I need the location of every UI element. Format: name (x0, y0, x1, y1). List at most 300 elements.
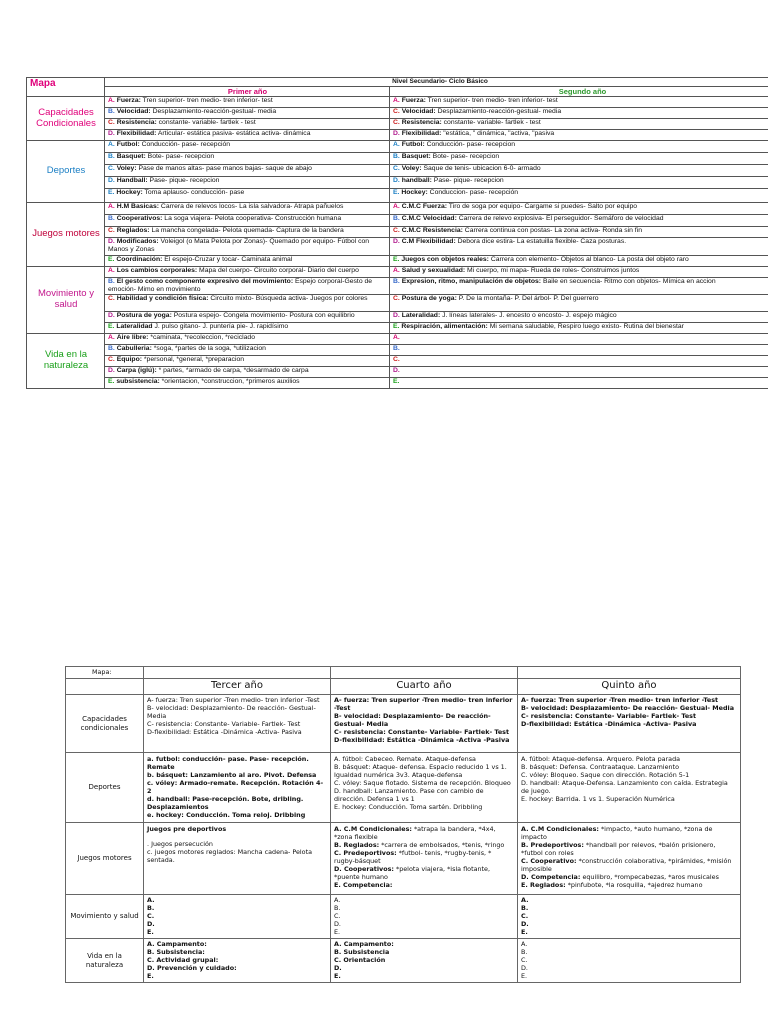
item-topic: Cooperativos: (116, 215, 163, 223)
item-topic: Reglados: (116, 227, 150, 235)
item-topic: Postura de yoga: (401, 295, 457, 303)
year-4-mov-cell (331, 895, 518, 939)
cell-line: A. Campamento: (334, 940, 394, 948)
item-detail: Conduccion- pase- recepción (427, 189, 519, 197)
year-2-cell (390, 356, 768, 367)
year-1-cell (105, 189, 390, 203)
item-letter: D. (393, 312, 400, 320)
cell-line: D. (521, 920, 529, 928)
cell-line: a. futbol: conducción- pase. Pase- recepción. Remate (147, 755, 309, 771)
item-topic: Habilidad y condición física: (116, 295, 209, 303)
item-letter: A. (393, 203, 400, 211)
map-label-text: Mapa (30, 78, 56, 89)
year-2-cell (390, 266, 768, 277)
item-topic: Coordinación: (116, 255, 163, 263)
item-topic: Velocidad: (401, 108, 436, 116)
cell-line: B. Subsistencia: (147, 948, 205, 956)
cell-line: E. (521, 972, 528, 980)
year-header-4 (331, 679, 518, 695)
item-detail: Tren superior- tren medio- tren inferior- test (425, 97, 558, 105)
year-5-cap-cell (518, 695, 741, 753)
category-vida-text: Vida en la naturaleza (43, 349, 89, 372)
item-topic: Basquet: (116, 153, 146, 161)
item-letter: C. (108, 356, 115, 364)
item-topic: Flexibilidad: (401, 130, 442, 138)
category-text: Capacidades condicionales (80, 714, 129, 732)
category-text: Deportes (88, 783, 121, 792)
year-3-dep-cell (144, 753, 331, 823)
cell-line: C. vóley: Saque flotado. Sistema de recepción. Bloqueo (334, 779, 511, 787)
item-detail: Mapa del cuerpo- Circuito corporal- Diario del cuerpo (197, 266, 359, 274)
cell-line: B- velocidad: Desplazamiento- De reacción- Gestual- Media (521, 704, 735, 712)
item-letter: B. (108, 153, 115, 161)
cell-line: B. (334, 904, 341, 912)
map-label (27, 78, 105, 97)
item-detail: Debora dice estira- La estatuilla flexible- Caza posturas. (455, 238, 627, 246)
cell-line: A. fútbol: Cabeceo. Remate. Ataque-defensa (334, 755, 476, 763)
cell-line: D-flexibilidad: Estática -Dinámica -Activa- Pasiva (147, 728, 302, 736)
item-detail: Conducción- pase- recepcion (424, 141, 516, 149)
cell-line: E. hockey: Barrida. 1 vs 1. Superación Numérica (521, 795, 675, 803)
cell-line: A. Campamento: (147, 940, 207, 948)
item-topic: C.M.C Fuerza: (401, 203, 448, 211)
year-2-cell (390, 165, 768, 177)
year-2-cell (390, 238, 768, 256)
category-mov (27, 266, 105, 334)
cell-line: E. hockey: Conducción. Toma sartén. Dribbling (334, 803, 483, 811)
cell-line: C. (147, 912, 155, 920)
cell-line: A- fuerza: Tren superior -Tren medio- tren inferior -Test (334, 696, 513, 712)
item-letter: B. (393, 215, 400, 223)
item-topic: Fuerza: (116, 97, 141, 105)
item-detail: *soga, *partes de la soga, *utilizacion (151, 345, 266, 353)
year-2-cell (390, 203, 768, 215)
year-2-cell (390, 141, 768, 153)
item-letter: C. (108, 119, 115, 127)
item-letter: C. (108, 227, 115, 235)
year-1-cell (105, 153, 390, 165)
item-letter: C. (393, 356, 400, 364)
cell-line: B- velocidad: Desplazamiento- De reacción- Gestual- Media (147, 704, 316, 720)
item-topic: H.M Basicas: (116, 203, 160, 211)
year-2-cell (390, 227, 768, 238)
item-letter: A. (393, 141, 400, 149)
item-letter: B. (393, 277, 400, 285)
year-3-cap-cell (144, 695, 331, 753)
category-cap-text: Capacidades Condicionales (36, 106, 96, 129)
cell-line: A. C.M Condicionales: *impacto, *auto humano, *zona de impacto (521, 825, 713, 841)
item-detail: *personal, *general, *preparacion (142, 356, 245, 364)
cell-line: A. C.M Condicionales: *atrapa la bandera, *4x4, *zona flexible (334, 825, 496, 841)
cell-line: D. (334, 964, 342, 972)
item-topic: El gesto como componente expresivo del movimiento: (116, 277, 294, 285)
item-detail: Tren superior- tren medio- tren inferior- test (140, 97, 273, 105)
year-1-cell (105, 312, 390, 323)
category-jue-text: Juegos motores (32, 227, 100, 239)
item-letter: E. (108, 378, 115, 386)
map-label-2-text: Mapa: (92, 668, 112, 676)
cell-line: E. (147, 972, 154, 980)
item-detail: * partes, *armado de carpa, *desarmado de carpa (156, 367, 309, 375)
item-detail: Baile en secuencia- Ritmo con objetos- Mímica en accion (541, 277, 716, 285)
item-topic: Expresion, ritmo, manipulación de objetos: (401, 277, 542, 285)
year-2-cell (390, 378, 768, 389)
item-topic: C.M.C Velocidad: (401, 215, 457, 223)
year-4-dep-cell (331, 753, 518, 823)
curriculum-table-upper-cycle (65, 666, 741, 983)
year-1-cell (105, 277, 390, 295)
cell-line: A. (521, 896, 529, 904)
year-header-3 (144, 679, 331, 695)
item-topic: Juegos con objetos reales: (401, 255, 489, 263)
year-2-cell (390, 177, 768, 189)
cell-line: A. fútbol: Ataque-defensa. Arquero. Pelota parada (521, 755, 681, 763)
item-topic: Basquet: (401, 153, 431, 161)
cell-line: A. (147, 896, 155, 904)
item-letter: E. (108, 189, 115, 197)
cell-line: C. Cooperativo: *construcción colaborativa, *pirámides, *misión imposible (521, 857, 732, 873)
year-4-jue-cell (331, 823, 518, 895)
cell-line: Juegos pre deportivos (147, 825, 227, 833)
year-1-cell (105, 345, 390, 356)
cell-line: C. Actividad grupal: (147, 956, 219, 964)
item-letter: B. (393, 153, 400, 161)
item-detail: Articular- estática pasiva- estática activa- dinámica (156, 130, 311, 138)
item-detail: P. De la montaña- P. Del árbol- P. Del guerrero (456, 295, 599, 303)
item-topic: C.M.C Resistencia: (401, 227, 463, 235)
cell-line: E. (521, 928, 528, 936)
cell-line: E. Competencia: (334, 881, 393, 889)
cell-line: B. (147, 904, 155, 912)
cell-line: C. Orientación (334, 956, 386, 964)
item-detail: Carrera con elemento- Objetos al blanco- La posta del objeto raro (488, 255, 689, 263)
cell-line: c. vóley: Armado-remate. Recepción. Rotación 4-2 (147, 779, 324, 795)
item-topic: Futbol: (401, 141, 425, 149)
category-text: Vida en la naturaleza (85, 951, 124, 969)
year-2-cell (390, 97, 768, 108)
item-detail: J. pulso gitano- J. puntería pie- J. rapidísimo (152, 323, 289, 331)
category-cap (27, 97, 105, 141)
item-letter: A. (393, 266, 400, 274)
item-topic: Carpa (iglú): (116, 367, 157, 375)
cell-line: D. handball: Ataque-Defensa. Lanzamiento con caída. Estrategia de juego. (521, 779, 728, 795)
item-letter: B. (393, 345, 400, 353)
item-topic: Hockey: (116, 189, 143, 197)
cell-line: E. Reglados: *pinfubote, *la rosquilla, *ajedrez humano (521, 881, 703, 889)
item-topic: subsistencia: (116, 378, 160, 386)
item-letter: B. (108, 277, 115, 285)
item-topic: Resistencia: (116, 119, 157, 127)
item-detail: Carrera de relevos locos- La isla salvadora- Atrapa pañuelos (159, 203, 344, 211)
item-letter: C. (393, 119, 400, 127)
cell-line: C- resistencia: Constante- Variable- Fartlek- Test (334, 728, 510, 736)
item-topic: Fuerza: (401, 97, 426, 105)
item-letter: E. (108, 255, 115, 263)
cell-line: b. básquet: Lanzamiento al aro. Pivot. Defensa (147, 771, 317, 779)
year-2-cell (390, 295, 768, 312)
year-2-cell (390, 189, 768, 203)
item-detail: constante- variable- fartlek - test (441, 119, 541, 127)
item-detail: Pase- pique- recepcion (147, 177, 220, 185)
cell-line: C. (521, 912, 529, 920)
year-1-cell (105, 356, 390, 367)
year-2-cell (390, 312, 768, 323)
item-detail: Carrera de relevo explosiva- El perseguidor- Semáforo de velocidad (456, 215, 664, 223)
empty-cell (331, 667, 518, 679)
item-topic: C.M Flexibilidad: (401, 238, 456, 246)
item-letter: A. (108, 141, 115, 149)
item-letter: E. (393, 323, 400, 331)
item-letter: E. (393, 378, 400, 386)
item-topic: Salud y sexualidad: (401, 266, 466, 274)
year-1-cell (105, 141, 390, 153)
year-2-cell (390, 323, 768, 334)
item-detail: "estática, " dinámica, "activa, "pasiva (441, 130, 555, 138)
year-header-text: Quinto año (601, 680, 657, 691)
category-text: Movimiento y salud (70, 912, 139, 921)
cell-line: E. (147, 928, 154, 936)
year-4-vida-cell (331, 939, 518, 983)
cell-line: d. handball: Pase-recepción. Bote, dribling. Desplazamientos (147, 795, 304, 811)
item-detail: Saque de tenis- ubicacion 6-0- armado (421, 165, 541, 173)
year-1-cell (105, 203, 390, 215)
year-1-cell (105, 177, 390, 189)
item-detail: Mi cuerpo, mi mapa- Rueda de roles- Construimos juntos (465, 266, 640, 274)
year-2-cell (390, 367, 768, 378)
item-letter: E. (393, 189, 400, 197)
year-1-cell (105, 295, 390, 312)
item-letter: E. (393, 255, 400, 263)
year-5-mov-cell (518, 895, 741, 939)
item-letter: A. (393, 334, 400, 342)
year-2-cell (390, 153, 768, 165)
item-letter: A. (108, 266, 115, 274)
item-detail: constante- variable- fartlek - test (156, 119, 256, 127)
item-topic: Los cambios corporales: (116, 266, 198, 274)
item-detail: J. líneas laterales- J. encesto o encosto- J. espejo mágico (440, 312, 617, 320)
item-topic: handball: (401, 177, 432, 185)
year-3-jue-cell (144, 823, 331, 895)
cell-line: D-flexibilidad: Estática -Dinámica -Activa -Pasiva (334, 736, 510, 744)
item-detail: Espejo corporal-Gesto de emoción- Mimo en movimiento (108, 277, 373, 293)
item-letter: A. (108, 334, 115, 342)
item-topic: Lateralidad: (401, 312, 441, 320)
item-letter: B. (108, 108, 115, 116)
item-topic: Modificados: (116, 238, 159, 246)
year-2-cell (390, 345, 768, 356)
year-header-5 (518, 679, 741, 695)
item-topic: Equipo: (116, 356, 142, 364)
year-1-cell (105, 367, 390, 378)
item-topic: Futbol: (116, 141, 140, 149)
item-letter: E. (108, 323, 115, 331)
year-2-cell (390, 215, 768, 227)
year-5-vida-cell (518, 939, 741, 983)
year-2-cell (390, 277, 768, 295)
category-text: Juegos motores (77, 854, 132, 863)
item-topic: Hockey: (401, 189, 428, 197)
item-letter: B. (108, 215, 115, 223)
item-detail: Bote- pase- recepcion (145, 153, 215, 161)
year-3-vida-cell (144, 939, 331, 983)
item-topic: Lateralidad (116, 323, 153, 331)
cell-line: B. Predeportivos: *handball por relevos, *balón prisionero, *futbol con roles (521, 841, 716, 857)
item-detail: Carrera continua con postas- La zona activa- Ronda sin fin (462, 227, 642, 235)
category-dep-text: Deportes (46, 165, 86, 177)
item-letter: C. (393, 227, 400, 235)
item-letter: D. (393, 177, 400, 185)
year-1-cell (105, 323, 390, 334)
year-header-text: Cuarto año (396, 680, 452, 691)
cell-line: D. (334, 920, 341, 928)
item-detail: La soga viajera- Pelota cooperativa- Construcción humana (162, 215, 342, 223)
cell-line: A. (334, 896, 341, 904)
item-topic: Respiración, alimentación: (401, 323, 488, 331)
category-vida-2 (66, 939, 144, 983)
year-2-cell (390, 108, 768, 119)
item-letter: D. (393, 367, 400, 375)
year-2-cell (390, 334, 768, 345)
cell-line: B. (521, 948, 528, 956)
item-detail: Toma aplauso- conducción- pase (142, 189, 245, 197)
year-3-mov-cell (144, 895, 331, 939)
year-2-cell (390, 130, 768, 141)
empty-cell (518, 667, 741, 679)
item-letter: D. (108, 177, 115, 185)
item-letter: A. (393, 97, 400, 105)
item-letter: B. (108, 345, 115, 353)
cell-line: D-flexibilidad: Estática -Dinámica -Activa- Pasiva (521, 720, 697, 728)
item-detail: Bote- pase- recepcion (430, 153, 500, 161)
level-title-text: Nivel Secundario- Ciclo Básico (392, 78, 488, 85)
year-1-text: Primer año (227, 86, 268, 96)
curriculum-table-basic-cycle (26, 77, 768, 389)
year-2-cell (390, 119, 768, 130)
cell-line: c. juegos motores reglados: Mancha cadena- Pelota sentada. (147, 848, 313, 864)
item-letter: C. (108, 165, 115, 173)
item-letter: D. (393, 130, 400, 138)
item-detail: *orientacion, *construccion, *primeros auxilios (159, 378, 300, 386)
item-letter: D. (108, 130, 115, 138)
cell-line: . Juegos persecución (147, 840, 213, 848)
cell-line: B. básquet: Defensa. Contraataque. Lanzamiento (521, 763, 679, 771)
year-1-cell (105, 119, 390, 130)
cell-line: D. (521, 964, 528, 972)
year-2-header (390, 86, 768, 96)
item-letter: D. (393, 238, 400, 246)
year-1-cell (105, 108, 390, 119)
item-topic: Aire libre: (116, 334, 149, 342)
cell-line: D. Prevención y cuidado: (147, 964, 237, 972)
year-1-cell (105, 215, 390, 227)
cell-line: B. (521, 904, 529, 912)
item-topic: Cabulleria: (116, 345, 152, 353)
category-mov-text: Movimiento y salud (38, 287, 94, 310)
cell-line: D. Competencia: equilibro, *rompecabezas, *aros musicales (521, 873, 719, 881)
year-5-dep-cell (518, 753, 741, 823)
item-topic: Voley: (116, 165, 137, 173)
year-1-cell (105, 97, 390, 108)
item-letter: C. (393, 108, 400, 116)
item-letter: C. (393, 295, 400, 303)
cell-line: C. (334, 912, 341, 920)
empty-cell (66, 679, 144, 695)
item-topic: Postura de yoga: (116, 312, 172, 320)
cell-line: A. (521, 940, 528, 948)
item-detail: Pase- pique- recepcion (431, 177, 504, 185)
item-detail: Mi semana saludable, Respiro luego existo- Rutina del bienestar (487, 323, 684, 331)
year-1-cell (105, 227, 390, 238)
year-1-cell (105, 378, 390, 389)
item-letter: D. (108, 312, 115, 320)
year-2-cell (390, 255, 768, 266)
item-detail: Desplazamiento-reacción-gestual- media (435, 108, 562, 116)
item-letter: C. (393, 165, 400, 173)
item-letter: D. (108, 238, 115, 246)
cell-line: B. Reglados: *carrera de embolsados, *tenis, *ringo (334, 841, 505, 849)
cell-line: B. básquet: Ataque- defensa. Espacio reducido 1 vs 1. Igualdad numérica 3v3. Ataque-defensa (334, 763, 507, 779)
cell-line: C. (521, 956, 528, 964)
category-vida (27, 334, 105, 389)
category-jue (27, 203, 105, 267)
cell-line: B- velocidad: Desplazamiento- De reacción- Gestual- Media (334, 712, 491, 728)
year-1-cell (105, 165, 390, 177)
year-5-jue-cell (518, 823, 741, 895)
item-detail: Circuito mixto- Búsqueda activa- Juegos por colores (208, 295, 368, 303)
category-mov-2 (66, 895, 144, 939)
item-letter: D. (108, 367, 115, 375)
year-4-cap-cell (331, 695, 518, 753)
cell-line (147, 833, 327, 840)
year-1-cell (105, 255, 390, 266)
cell-line: C- resistencia: Constante- Variable- Fartlek- Test (521, 712, 697, 720)
year-1-cell (105, 266, 390, 277)
level-title (105, 78, 768, 87)
year-1-header (105, 86, 390, 96)
item-letter: C. (108, 295, 115, 303)
category-dep (27, 141, 105, 203)
cell-line: D. handball: Lanzamiento. Pase con cambio de dirección. Defensa 1 vs 1 (334, 787, 484, 803)
category-cap-2 (66, 695, 144, 753)
item-detail: *caminata, *recoleccion, *reciclado (148, 334, 255, 342)
year-2-text: Segundo año (558, 86, 607, 96)
cell-line: D. Cooperativos: *pelota viajera, *isla flotante, *puente humano (334, 865, 491, 881)
item-letter: A. (108, 203, 115, 211)
cell-line: e. hockey: Conducción. Toma reloj. Dribbing (147, 811, 306, 819)
cell-line: A- fuerza: Tren superior -Tren medio- tren inferior -Test (147, 696, 320, 704)
map-label-2 (66, 667, 144, 679)
year-1-cell (105, 334, 390, 345)
year-1-cell (105, 130, 390, 141)
cell-line: C. vóley: Bloqueo. Saque con dirección. Rotación 5-1 (521, 771, 690, 779)
cell-line: C- resistencia: Constante- Variable- Fartlek- Test (147, 720, 301, 728)
item-detail: El espejo-Cruzar y tocar- Caminata animal (162, 255, 293, 263)
cell-line: E. (334, 972, 341, 980)
cell-line: C. Predeportivos: *futbol- tenis, *rugby-tenis, * rugby-básquet (334, 849, 492, 865)
item-detail: Tiro de soga por equipo- Cargame si puedes- Salto por equipo (447, 203, 638, 211)
item-detail: Desplazamiento-reacción-gestual- media (150, 108, 277, 116)
item-topic: Flexibilidad: (116, 130, 157, 138)
item-detail: Postura espejo- Congela movimiento- Postura con equilibrio (171, 312, 355, 320)
item-detail: Conducción- pase- recepción (139, 141, 231, 149)
year-1-cell (105, 238, 390, 256)
item-topic: Velocidad: (116, 108, 151, 116)
category-dep-2 (66, 753, 144, 823)
item-detail: Pase de manos altas- pase manos bajas- saque de abajo (136, 165, 312, 173)
item-detail: Voleigol (o Mata Pelota por Zonas)- Quemado por equipo- Fútbol con Manos y Zonas (108, 238, 370, 254)
cell-line: A- fuerza: Tren superior -Tren medio- tren inferior -Test (521, 696, 719, 704)
item-topic: Resistencia: (401, 119, 442, 127)
